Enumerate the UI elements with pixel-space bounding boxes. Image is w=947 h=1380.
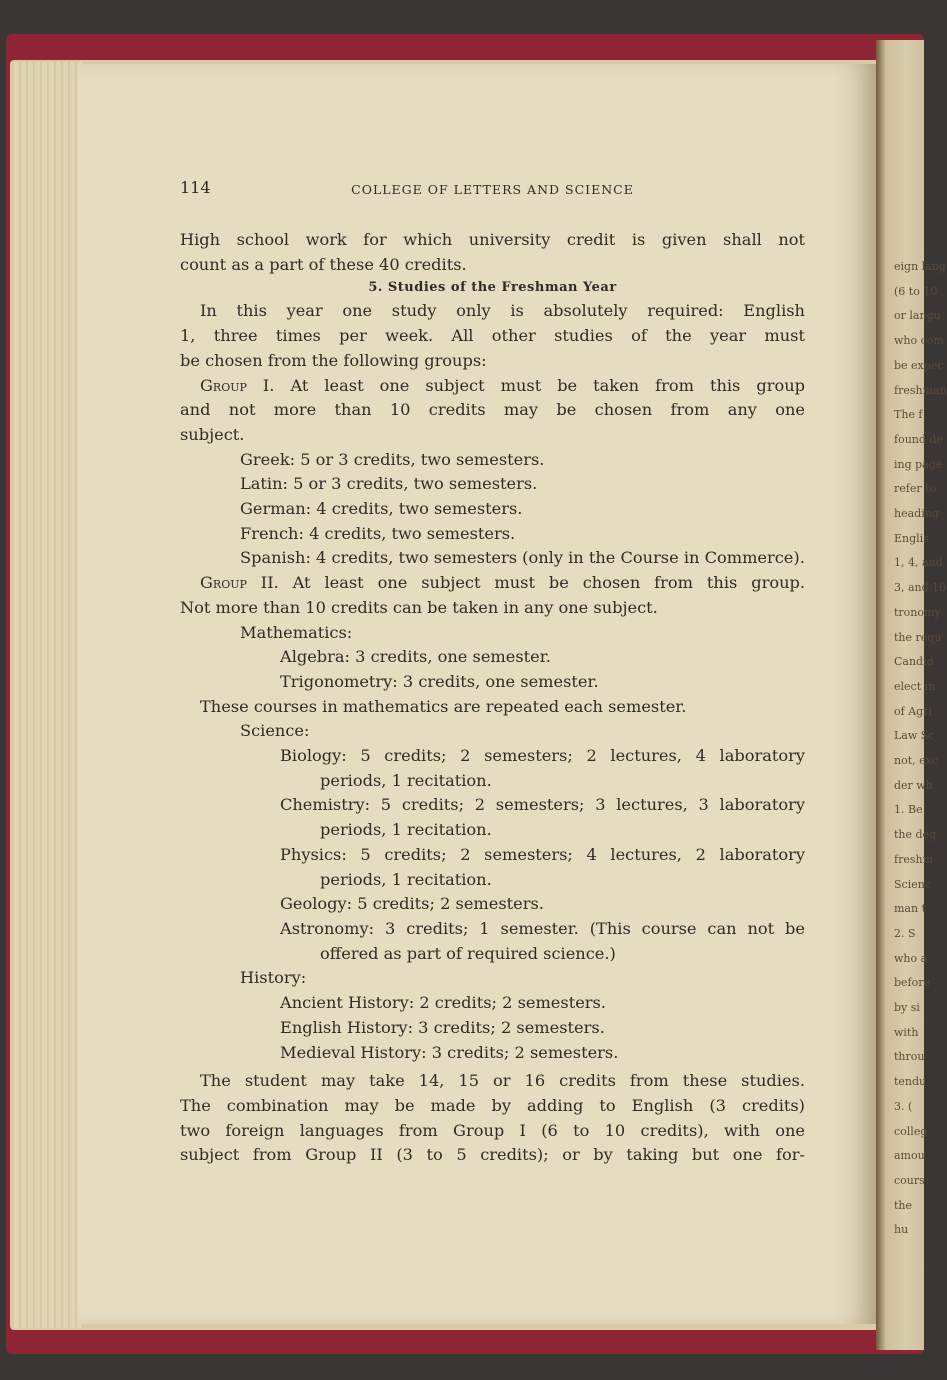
page-body [180,228,805,1168]
closing-line-3: two foreign languages from Group I (6 to 10 credits), with one [180,1120,805,1140]
intro-line-1: High school work for which university credit is given shall not [180,230,805,249]
math-item-algebra: Algebra: 3 credits, one semester. [280,647,551,667]
facing-page-fragment: before [894,976,931,990]
group1-item-greek: Greek: 5 or 3 credits, two semesters. [240,449,545,469]
science-item-geology: Geology: 5 credits; 2 semesters. [280,894,544,914]
facing-page-fragment: (6 to 10 [894,284,938,298]
science-heading: Science: [240,721,310,741]
facing-page-fragment: Candid [894,655,934,669]
facing-page-fragment: elect in [894,679,936,693]
facing-page-fragment: or langu [894,309,941,323]
group1-item-spanish: Spanish: 4 credits, two semesters (only in the Course in Commerce). [240,548,805,568]
facing-page-fragment: 1. Be [894,803,923,817]
facing-page-fragment: Englis [894,531,929,545]
facing-page-fragment: eign lang [894,260,946,273]
facing-page [876,40,947,1350]
history-heading: History: [240,968,307,988]
para1-line-2: 1, three times per week. All other studies of the year must [180,326,805,346]
facing-page-fragment: colleg [894,1124,928,1138]
running-title: COLLEGE OF LETTERS AND SCIENCE [351,182,634,197]
facing-page-fragment: with [894,1025,919,1039]
facing-page-fragment: 3. ( [894,1099,913,1113]
facing-page-fragment: not, exc [894,754,938,767]
group1-line-2: and not more than 10 credits may be chosen from any one [180,400,805,420]
science-item-astronomy: Astronomy: 3 credits; 1 semester. (This course can not be offered as part of required science.) [280,918,805,963]
para1-line-3: be chosen from the following groups: [180,350,487,370]
group1-label: Group I. [200,375,275,395]
math-note: These courses in mathematics are repeated each semester. [200,696,687,716]
facing-page-fragment: der wh [894,778,933,792]
facing-page-fragment: The f [894,408,923,422]
science-item-physics: Physics: 5 credits; 2 semesters; 4 lectures, 2 laboratory periods, 1 recitation. [280,844,805,889]
facing-page-fragment: by si [894,1001,920,1014]
para1-line-1: In this year one study only is absolutely required: English [200,301,805,321]
facing-page-fragment: tronomy [894,605,941,619]
group2-line-2: Not more than 10 credits can be taken in any one subject. [180,597,658,617]
facing-page-fragment: man t [894,902,926,916]
math-heading: Mathematics: [240,622,353,642]
facing-page-fragment: the requ [894,630,942,644]
history-item-medieval: Medieval History: 3 credits; 2 semesters. [280,1042,619,1062]
facing-page-fragment: freshm [894,852,933,866]
facing-page-fragment: throu [894,1050,925,1064]
facing-page-fragment: tendu [894,1075,927,1089]
facing-page-fragment: freshman [894,383,947,397]
page-number: 114 [180,178,211,197]
facing-page-fragment: Law Sc [894,729,935,743]
page-edges [14,62,84,1328]
group2-text-1: At least one subject must be chosen from this group. [278,573,806,593]
group2-label: Group II. [200,573,279,593]
facing-page-fragment: cours [894,1173,925,1187]
facing-page-fragment: hu [894,1223,909,1237]
group1-item-french: French: 4 credits, two semesters. [240,523,516,543]
facing-page-fragment: 1, 4, and [894,556,943,570]
facing-page-fragment: of Agri [894,704,932,718]
closing-line-2: The combination may be made by adding to English (3 credits) [180,1095,805,1115]
facing-page-fragment: the [894,1198,913,1212]
running-header [180,176,805,204]
facing-page-fragment: found de [894,432,943,446]
section-heading: 5. Studies of the Freshman Year [368,280,617,296]
closing-line-1: The student may take 14, 15 or 16 credits from these studies. [200,1071,805,1091]
facing-page-fragment: 2. S [894,926,916,940]
facing-page-fragment: the deg [894,828,937,842]
history-item-ancient: Ancient History: 2 credits; 2 semesters. [280,993,606,1013]
group1-text-1: At least one subject must be taken from this group [274,375,805,395]
facing-page-fragment: heading [894,507,939,520]
facing-page-fragment: who a [894,951,928,965]
group1-item-german: German: 4 credits, two semesters. [240,499,523,519]
group1-line-1 [180,374,805,399]
science-item-biology: Biology: 5 credits; 2 semesters; 2 lectures, 4 laboratory periods, 1 recitation. [280,746,805,790]
group1-line-3: subject. [180,424,245,444]
facing-page-fragment: 3, and 10 [894,581,947,595]
facing-page-fragment: amou [894,1149,925,1163]
facing-page-fragment: who com [894,334,944,348]
facing-page-fragment: ing page [894,457,943,471]
facing-page-fragment: Scienc [894,877,931,891]
group1-item-latin: Latin: 5 or 3 credits, two semesters. [240,474,538,494]
group2-line-1 [180,571,805,596]
math-item-trigonometry: Trigonometry: 3 credits, one semester. [280,671,599,691]
closing-line-4: subject from Group II (3 to 5 credits); or by taking but one for- [180,1145,805,1165]
history-item-english: English History: 3 credits; 2 semesters. [280,1017,605,1037]
intro-line-2: count as a part of these 40 credits. [180,254,467,274]
facing-page-fragment: be expec [894,358,944,372]
science-item-chemistry: Chemistry: 5 credits; 2 semesters; 3 lectures, 3 laboratory periods, 1 recitation. [280,795,805,840]
facing-page-fragment: refer to [894,482,937,496]
